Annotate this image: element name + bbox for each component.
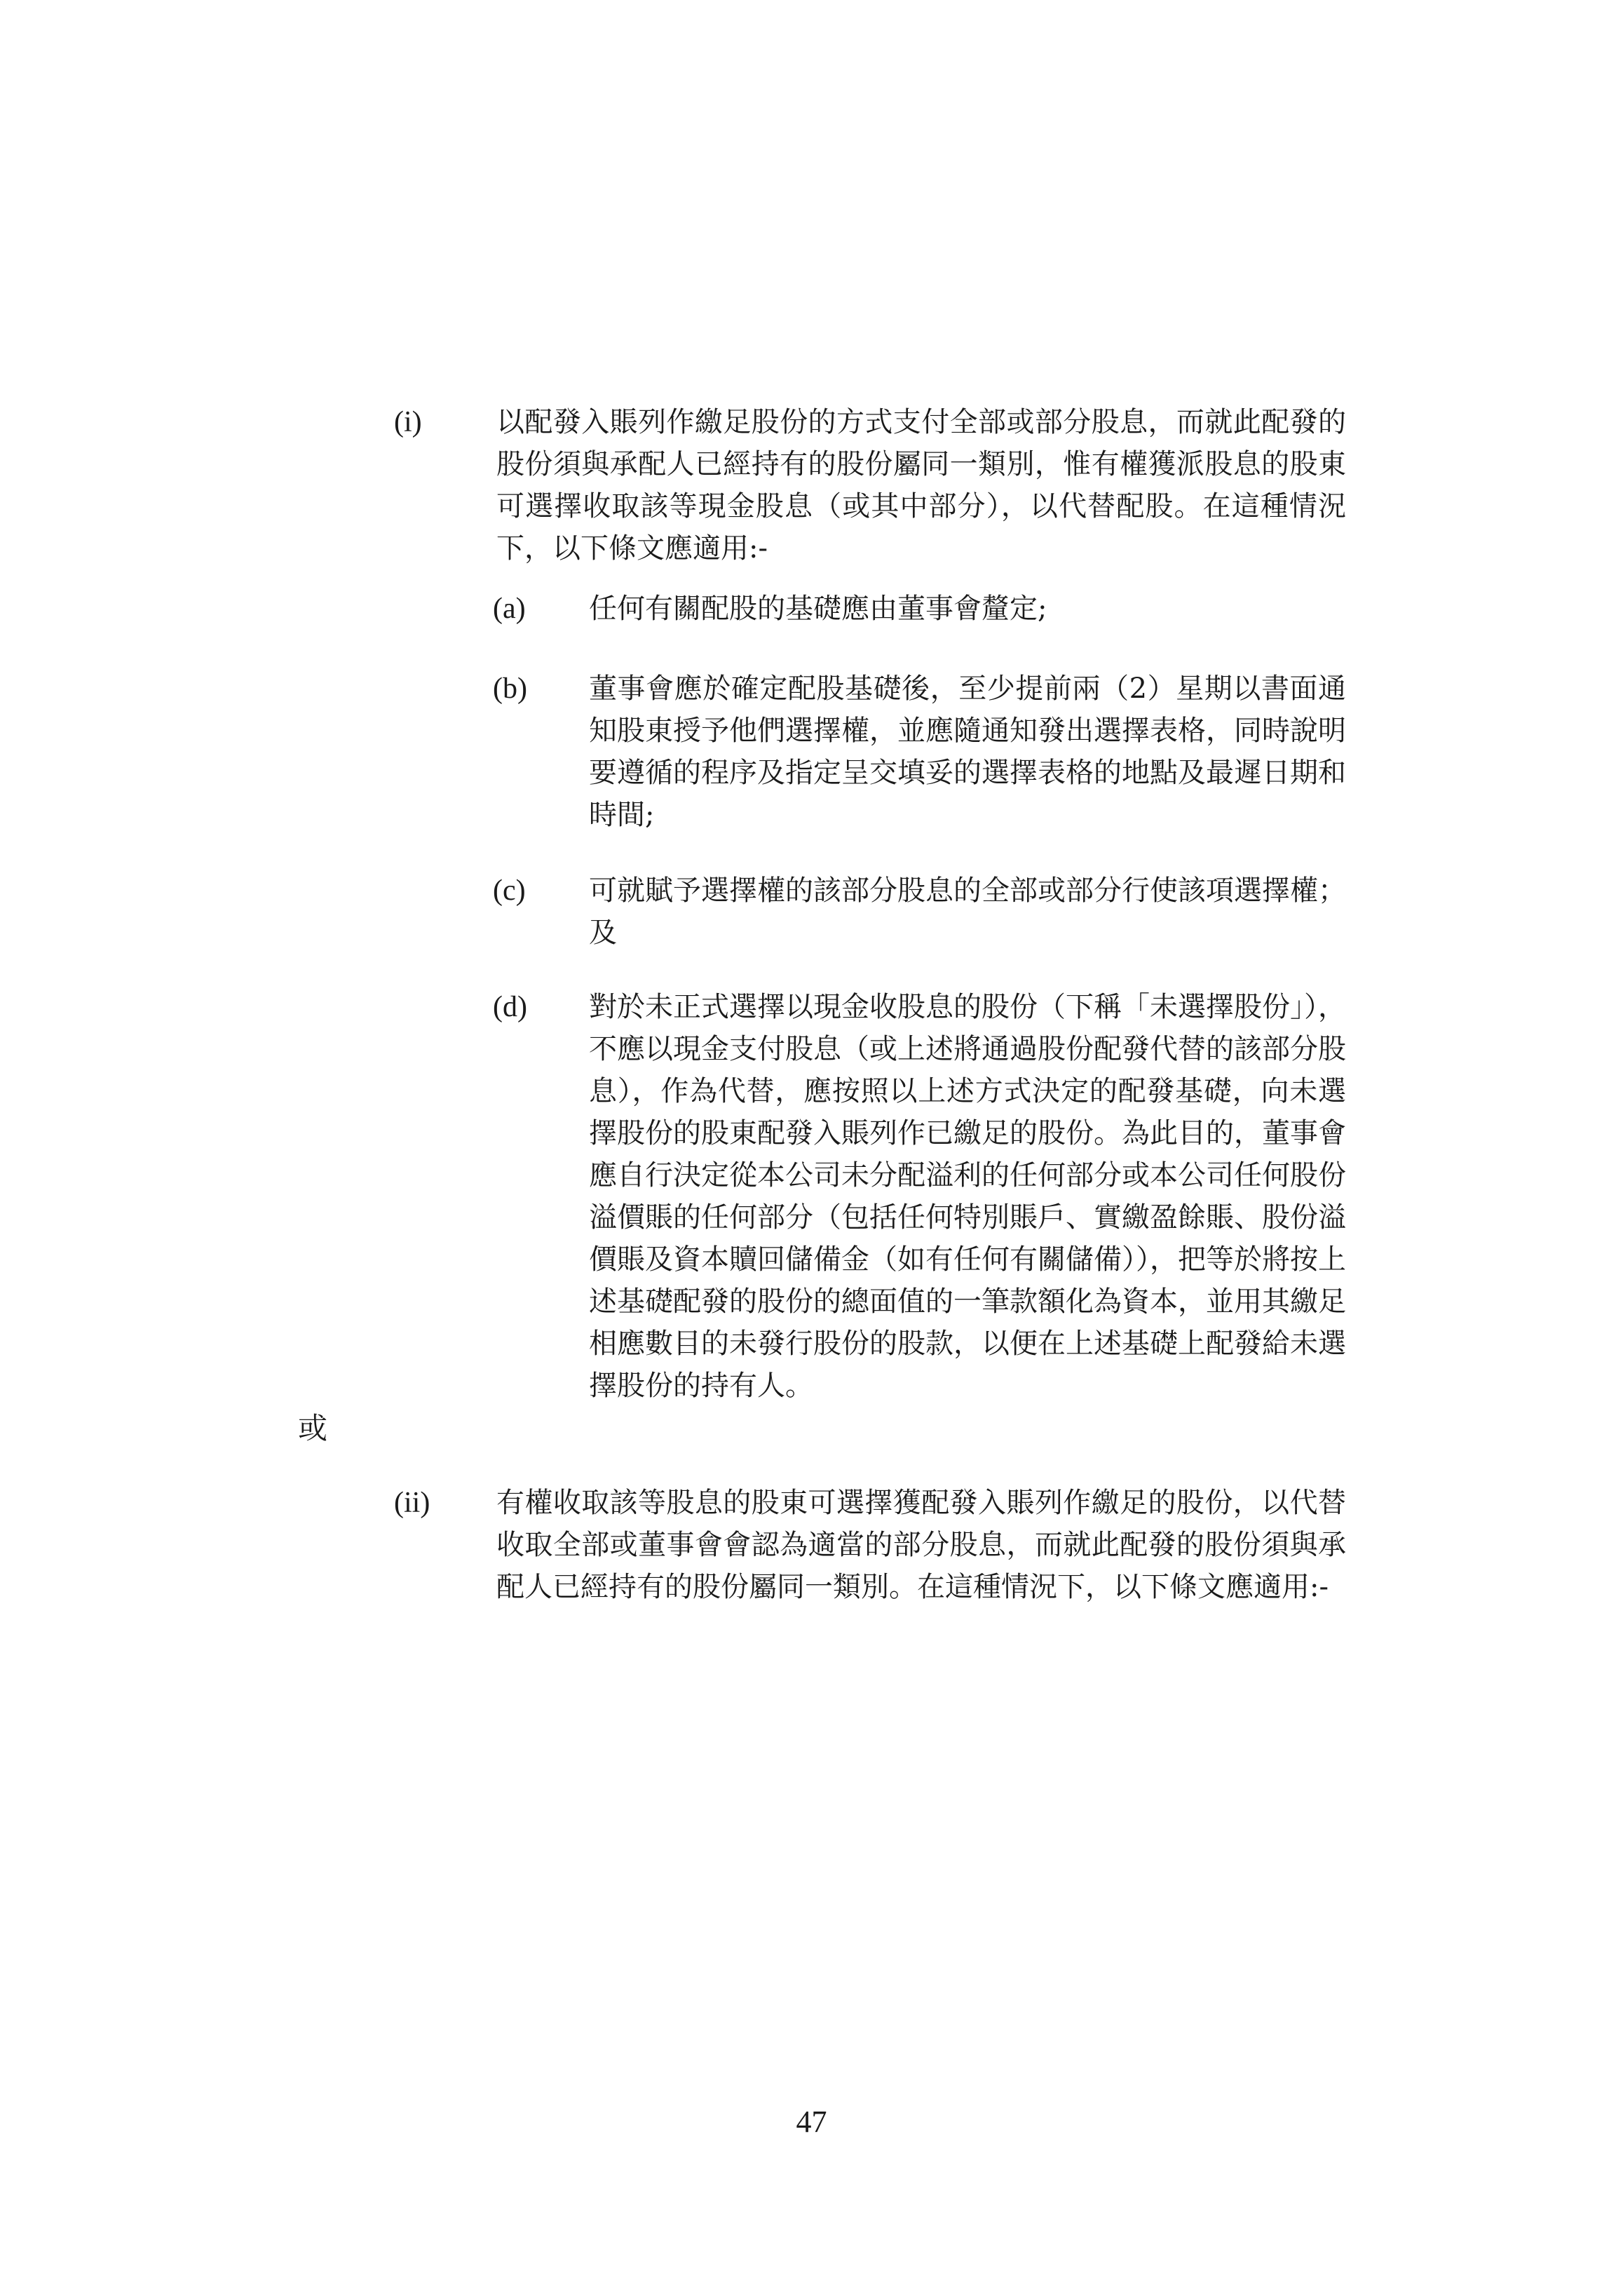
sub-item-marker: (b) [493,673,527,705]
sub-item-text: 對於未正式選擇以現金收股息的股份（下稱「未選擇股份」），不應以現金支付股息（或上述將通過股份配發代替的該部分股息），作為代替，應按照以上述方式決定的配發基礎，向未選擇股份的股東配發入賬列作已繳足的股份。為此目的，董事會應自行決定從本公司未分配溢利的任何部分或本公司任何股份溢價賬的任何部分（包括任何特別賬戶、實繳盈餘賬、股份溢價賬及資本贖回儲備金（如有任何有關儲備）），把等於將按上述基礎配發的股份的總面值的一筆款額化為資本，並用其繳足相應數目的未發行股份的股款，以便在上述基礎上配發給未選擇股份的持有人。 [589,991,1346,1402]
clause-text: 以配發入賬列作繳足股份的方式支付全部或部分股息，而就此配發的股份須與承配人已經持有的股份屬同一類別，惟有權獲派股息的股東可選擇收取該等現金股息（或其中部分），以代替配股。在這種情況下，以下條文應適用:- [496,406,1346,565]
clause-text: 有權收取該等股息的股東可選擇獲配發入賬列作繳足的股份，以代替收取全部或董事會會認為適當的部分股息，而就此配發的股份須與承配人已經持有的股份屬同一類別。在這種情況下，以下條文應適用:- [496,1487,1346,1603]
sub-item-marker: (d) [493,991,527,1023]
or-connector: 或 [298,1411,328,1445]
sub-item-marker: (a) [493,593,526,625]
sub-item-text: 任何有關配股的基礎應由董事會釐定; [589,593,1047,625]
sub-item-marker: (c) [493,874,526,907]
clause-marker: (i) [394,406,422,438]
sub-item-text: 董事會應於確定配股基礎後，至少提前兩（2）星期以書面通知股東授予他們選擇權，並應隨通知發出選擇表格，同時說明要遵循的程序及指定呈交填妥的選擇表格的地點及最遲日期和時間; [589,673,1346,831]
sub-item-text: 可就賦予選擇權的該部分股息的全部或部分行使該項選擇權；及 [589,874,1346,949]
page-number: 47 [796,2105,827,2139]
clause-marker: (ii) [394,1487,430,1519]
